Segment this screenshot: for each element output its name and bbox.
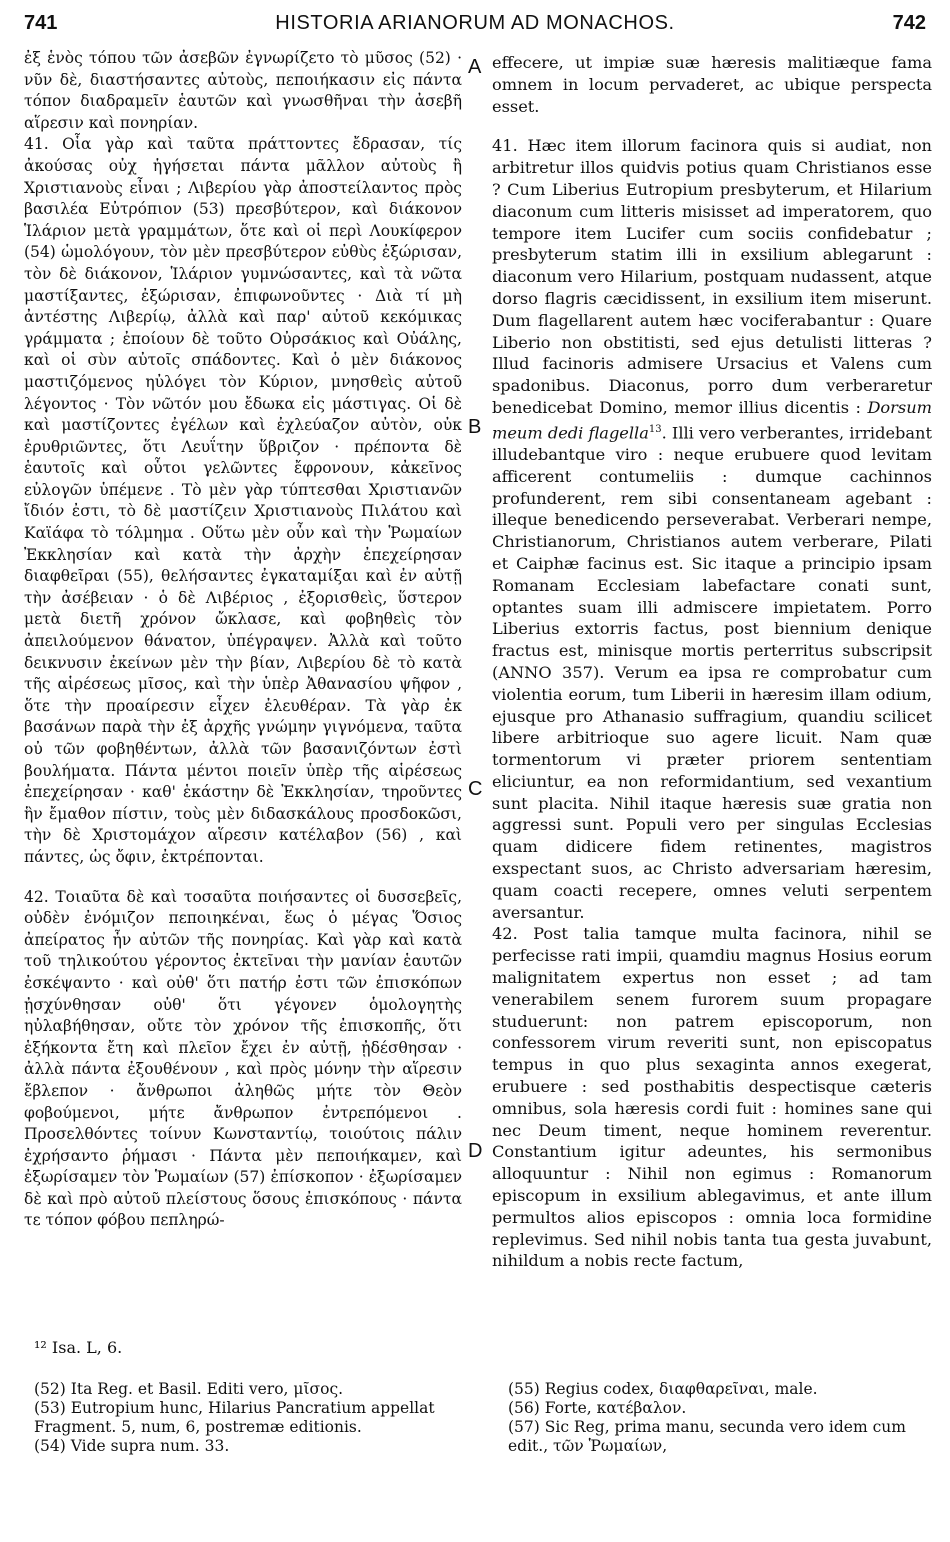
footnote-52: (52) Ita Reg. et Basil. Editi vero, μῖσος. (34, 1380, 344, 1398)
latin-41-part-a: 41. Hæc item illorum facinora quis si audiat, non arbitretur illos quidvis potius quam Christianos esse ? Cum Liberius Eutropium presbyterum, et Hilarium diaconum cum litteris misisset ad imperatorem, quo tempore item Lucifer cum sociis confidebatur ; presbyterum statim illi in exsilium ablegarunt : diaconum vero Hilarium, postquam nudassent, atque dorso flagris cæcidissent, in exsilium item miserunt. Dum flagellarent autem hæc vociferabantur : Quare Liberio non obstitisti, sed ejus detulisti litteras ? Illud facinoris admisere Ursacius et Valens cum spadonibus. Diaconus, porro dum verberaretur benedicebat Domino, memor illius dicentis : (492, 136, 932, 417)
latin-column (492, 52, 932, 1272)
margin-letter-d: D (468, 1140, 483, 1162)
page-number-right: 742 (892, 12, 926, 34)
footnotes-right (508, 1380, 928, 1456)
greek-column (24, 48, 462, 1232)
footnote-53: (53) Eutropium hunc, Hilarius Pancratium appellat Fragment. 5, num, 6, postremæ editionis. (34, 1399, 435, 1436)
margin-letter-c: C (468, 778, 483, 800)
latin-paragraph-41 (492, 135, 932, 923)
footnote-ref-13: 13 (648, 423, 662, 435)
latin-paragraph-42: 42. Post talia tamque multa facinora, nihil se perfecisse rati impii, quamdiu magnus Hosius eorum malignitatem expertus non esset ; ad tam venerabilem senem furorem suum propagare studuerunt: non patrem episcoporum, non confessorem virum reveriti sunt, non episcopatus tempus in quo plus sexaginta annos exegerat, erubuere : sed posthabitis despectisque cæteris omnibus, sola hæresis cordi fuit : homines sane qui nec Deum timent, neque hominem reverentur. Constantium igitur adeuntes, his sermonibus alloquuntur : Nihil non egimus : Romanorum episcopum in exsilium ablegavimus, et ante illum permultos alios episcopos : omnia loca formidine replevimus. Sed nihil nobis tanta tua gesta juvabunt, nihildum a nobis recte factum, (492, 924, 932, 1271)
margin-letter-b: B (468, 416, 482, 438)
latin-41-part-b: . Illi vero verberantes, irridebant illudebantque viro : neque erubuere quod levitam afficerent contumeliis : dumque cachinnos profunderent, rem sibi consentaneam agebant : illeque benedicendo perseverabat. Verberari nempe, Christianorum, Christianos autem verberare, Pilati et Caiphæ facinus est. Sic itaque a principio ipsam Romanam Ecclesiam labefactare conati sunt, optantes suam illi admiscere impietatem. Porro Liberius extorris factus, post biennium denique fractus est, minisque mortis perterritus subscripsit (ANNO 357). Verum ea ipsa re comprobatur cum violentia eorum, tum Liberii in hæresim illam odium, ejusque pro Athanasio suffragium, quandiu scilicet libere arbitrioque suo agere licuit. Nam quæ tormentorum vi præter priorem sententiam eliciuntur, ea non reformidantium, sed vexantium sunt placita. Nihil itaque hæresis suæ gratia non aggressi sunt. Populi vero per singulas Ecclesias quam didicere fidem retinentes, magistros exspectant suos, ac Christo adversariam hæresim, quam coacti recepere, omnes veluti serpentem aversantur. (492, 423, 932, 922)
greek-paragraph-42: 42. Τοιαῦτα δὲ καὶ τοσαῦτα ποιήσαντες οἱ δυσσεβεῖς, οὐδὲν ἐνόμιζον πεποιηκέναι, ἕως ὁ μέγας Ὅσιος ἀπείρατος ἦν αὐτῶν τῆς πονηρίας. Καὶ γὰρ καὶ κατὰ τοῦ τηλικούτου γέροντος ἐκτεῖναι τὴν μανίαν ἑαυτῶν ἐσκέψαντο · καὶ οὐθ' ὅτι πατήρ ἐστι τῶν ἐπισκόπων ᾐσχύνθησαν οὐθ' ὅτι γέγονεν ὁμολογητὴς ηὐλαβήθησαν, οὔτε τὸν χρόνον τῆς ἐπισκοπῆς, ὅτι ἑξήκοντα ἔτη καὶ πλεῖον ἔχει ἐν αὐτῇ, ᾐδέσθησαν · ἀλλὰ πάντα ἐξουθένουν , καὶ πρὸς μόνην τὴν αἵρεσιν ἔβλεπον · ἄνθρωποι ἀληθῶς μήτε τὸν Θεὸν φοβούμενοι, μήτε ἄνθρωπον ἐντρεπόμενοι . Προσελθόντες τοίνυν Κωνσταντίῳ, τοιούτοις πάλιν ἐχρήσαντο ῥήμασι · Πάντα μὲν πεποιήκαμεν, καὶ ἐξωρίσαμεν τὸν Ῥωμαίων (57) ἐπίσκοπον · ἐξωρίσαμεν δὲ καὶ πρὸ αὐτοῦ πλείστους ὅσους ἐπισκόπους · πάντα τε τόπον φόβου πεπληρώ- (24, 887, 462, 1230)
footnote-56: (56) Forte, κατέβαλον. (508, 1399, 687, 1417)
greek-paragraph-intro: ἐξ ἑνὸς τόπου τῶν ἀσεβῶν ἐγνωρίζετο τὸ μῦσος (52) · νῦν δὲ, διαστήσαντες αὐτοὺς, πεποιήκασιν εἰς πάντα τόπον διαδραμεῖν ἑαυτῶν καὶ γνωσθῆναι τὴν ἀσεβῆ αἵρεσιν καὶ πονηρίαν. (24, 49, 462, 132)
margin-letter-a: A (468, 56, 482, 78)
footnote-55: (55) Regius codex, διαφθαρεῖναι, male. (508, 1380, 818, 1398)
footnotes-left (34, 1380, 464, 1456)
scripture-quote: Dorsum meum dedi flagella (492, 397, 932, 443)
footnote-57: (57) Sic Reg, prima manu, secunda vero idem cum edit., τῶν Ῥωμαίων, (508, 1418, 906, 1455)
page-header (0, 12, 950, 42)
greek-paragraph-41: 41. Οἷα γὰρ καὶ ταῦτα πράττοντες ἔδρασαν, τίς ἀκούσας οὐχ ἡγήσεται πάντα μᾶλλον αὐτοὺς ἢ Χριστιανοὺς εἶναι ; Λιβερίου γὰρ ἀποστείλαντος πρὸς βασιλέα Εὐτρόπιον (53) πρεσβύτερον, καὶ διάκονον Ἱλάριον μετὰ γραμμάτων, ὅτε καὶ οἱ περὶ Λουκίφερον (54) ὡμολόγουν, τὸν μὲν πρεσβύτερον εὐθὺς ἐξώρισαν, τὸν δὲ διάκονον, Ἱλάριον γυμνώσαντες, καὶ τὰ νῶτα μαστίξαντες, ἐξώρισαν, ἐπιφωνοῦντες · Διὰ τί μὴ ἀντέστης Λιβερίῳ, ἀλλὰ καὶ παρ' αὐτοῦ κεκόμικας γράμματα ; ἐποίουν δὲ τοῦτο Οὐρσάκιος καὶ Οὐάλης, καὶ οἱ σὺν αὐτοῖς σπάδοντες. Καὶ ὁ μὲν διάκονος μαστιζόμενος ηὐλόγει τὸν Κύριον, μνησθεὶς αὐτοῦ λέγοντος · Τὸν νῶτόν μου ἔδωκα εἰς μάστιγας. Οἱ δὲ καὶ μαστίζοντες ἐγέλων καὶ ἐχλεύαζον αὐτὸν, οὐκ ἐρυθριῶντες, ὅτι Λευΐτην ὕβριζον · πρέποντα δὲ ἑαυτοῖς καὶ οὗτοι γελῶντες ἔφρονουν, κἀκεῖνος εὐλογῶν ὑπέμενε . Τὸ μὲν γὰρ τύπτεσθαι Χριστιανῶν ἴδιόν ἐστι, τὸ δὲ μαστίζειν Χριστιανοὺς Πιλάτου καὶ Καϊάφα τὸ τόλμημα . Οὕτω μὲν οὖν καὶ τὴν Ῥωμαίων Ἐκκλησίαν καὶ κατὰ τὴν ἀρχὴν ἐπεχείρησαν διαφθεῖραι (55), θελήσαντες ἐγκαταμίξαι καὶ ἐν αὐτῇ τὴν ἀσέβειαν · ὁ δὲ Λιβέριος , ἐξορισθεὶς, ὕστερον μετὰ διετῆ χρόνον ὤκλασε, καὶ φοβηθεὶς τὸν ἀπειλούμενον θάνατον, ὑπέγραψεν. Ἀλλὰ καὶ τοῦτο δεικνυσιν ἐκείνων μὲν τὴν βίαν, Λιβερίου δὲ τὸ κατὰ τῆς αἱρέσεως μῖσος, καὶ τὴν ὑπὲρ Ἀθανασίου ψῆφον , ὅτε τὴν προαίρεσιν εἶχεν ἐλευθέραν. Τὰ γὰρ ἐκ βασάνων παρὰ τὴν ἐξ ἀρχῆς γνώμην γιγνόμενα, ταῦτα οὐ τῶν φοβηθέντων, ἀλλὰ τῶν βασανιζόντων ἐστὶ βουλήματα. Πάντα μέντοι ποιεῖν ὑπὲρ τῆς αἱρέσεως ἐπεχείρησαν · καθ' ἑκάστην δὲ Ἐκκλησίαν, τηροῦντες ἣν ἔμαθον πίστιν, τοὺς μὲν διδασκάλους προσδοκῶσι, τὴν δὲ Χριστομάχον αἵρεσιν κατέλαβον (56) , καὶ πάντες, ὡς ὄφιν, ἐκτρέπονται. (24, 135, 462, 866)
running-title: HISTORIA ARIANORUM AD MONACHOS. (275, 12, 675, 34)
latin-paragraph-intro: effecere, ut impiæ suæ hæresis malitiæque fama omnem in locum pervaderet, ac ubique perspecta esset. (492, 53, 932, 116)
footnote-54: (54) Vide supra num. 33. (34, 1437, 230, 1455)
page-number-left: 741 (24, 12, 58, 34)
scripture-footnote: ¹² Isa. L, 6. (34, 1338, 123, 1357)
